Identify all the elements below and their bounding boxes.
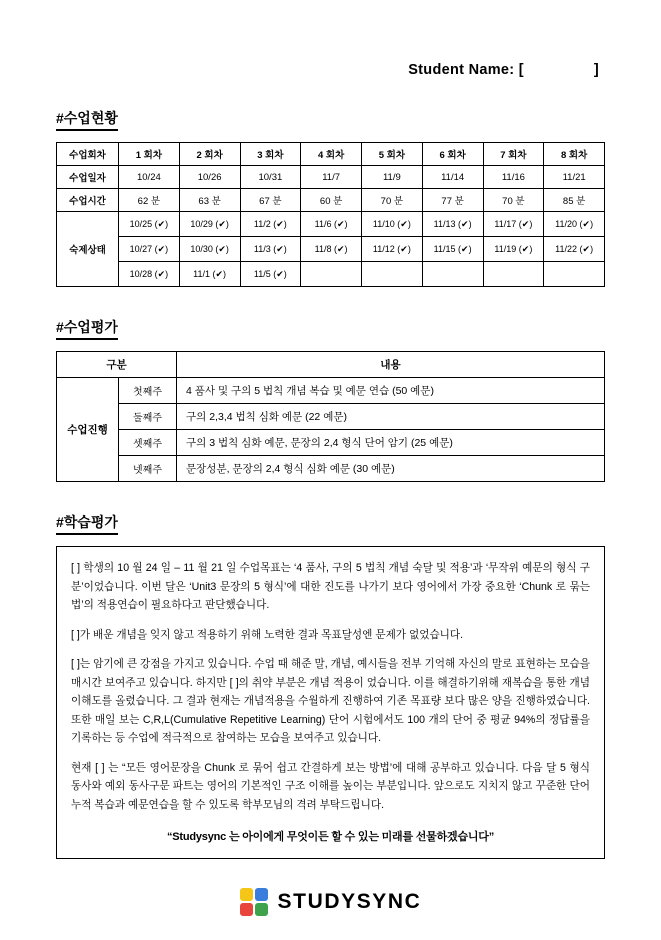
status-cell: 62 분 (119, 189, 180, 212)
homework-cell: 11/5 (✔) (240, 262, 301, 287)
status-cell: 11/14 (422, 166, 483, 189)
homework-cell: 10/30 (✔) (179, 237, 240, 262)
table-row (57, 404, 605, 430)
logo-square-bottom-left (240, 903, 253, 916)
status-header-cell: 3 회차 (240, 143, 301, 166)
logo-wordmark: STUDYSYNC (277, 890, 422, 913)
footer-logo (0, 888, 661, 916)
homework-cell (483, 262, 544, 287)
table-row (57, 212, 605, 237)
status-header-cell: 5 회차 (362, 143, 423, 166)
student-name-label: Student Name: [ (408, 62, 524, 78)
status-cell: 11/16 (483, 166, 544, 189)
status-cell: 10/31 (240, 166, 301, 189)
table-row (57, 166, 605, 189)
evaluation-header-left: 구분 (57, 352, 177, 378)
table-row (57, 189, 605, 212)
homework-cell: 11/6 (✔) (301, 212, 362, 237)
status-header-cell: 7 회차 (483, 143, 544, 166)
section-heading-status: #수업현황 (56, 108, 118, 130)
homework-cell: 11/8 (✔) (301, 237, 362, 262)
status-cell: 85 분 (544, 189, 605, 212)
table-row (57, 143, 605, 166)
status-cell: 77 분 (422, 189, 483, 212)
evaluation-content: 구의 2,3,4 법칙 심화 예문 (22 예문) (177, 404, 605, 430)
homework-cell: 11/2 (✔) (240, 212, 301, 237)
status-cell: 67 분 (240, 189, 301, 212)
status-header-cell: 8 회차 (544, 143, 605, 166)
class-evaluation-table (56, 351, 605, 482)
homework-cell: 11/19 (✔) (483, 237, 544, 262)
homework-cell: 11/22 (✔) (544, 237, 605, 262)
study-paragraph-2: [ ]가 배운 개념을 잊지 않고 적용하기 위해 노력한 결과 목표달성엔 문제가 없었습니다. (71, 628, 464, 641)
homework-cell: 11/3 (✔) (240, 237, 301, 262)
table-row (57, 430, 605, 456)
study-paragraph-1: [ ] 학생의 10 월 24 일 – 11 월 21 일 수업목표는 ‘4 품사, 구의 5 법칙 개념 숙달 및 적용’과 ‘무작위 예문의 형식 구분’이었습니다. 이번 달은 ‘Unit3 문장의 5 형식’에 대한 진도를 나가기 보다 영어에서 가장 중요한 ‘Chunk 로 묶는 법’의 적용연습이 필요하다고 판단했습니다. (71, 562, 590, 612)
homework-cell: 11/17 (✔) (483, 212, 544, 237)
status-cell: 10/26 (179, 166, 240, 189)
homework-cell: 11/13 (✔) (422, 212, 483, 237)
logo-square-top-left (240, 888, 253, 901)
homework-cell: 10/28 (✔) (119, 262, 180, 287)
status-cell: 60 분 (301, 189, 362, 212)
status-header-cell: 2 회차 (179, 143, 240, 166)
study-paragraph-3: [ ]는 암기에 큰 강점을 가지고 있습니다. 수업 때 해준 말, 개념, 예시들을 전부 기억해 자신의 말로 표현하는 모습을 매시간 보여주고 있습니다. 하지만 [ ]의 취약 부분은 개념 적용이 었습니다. 이를 해결하기위해 재복습을 통한 개념 이해도를 올렸습니다. 그 결과 현재는 개념적용을 수월하게 진행하여 기존 목표량 보다 많은 양을 진행하였습니다. 또한 매일 보는 C,R,L(Cumulative Repetitive Learning) 단어 시험에서도 100 개의 단어 중 평균 94%의 정답률을 기록하는 등 수업에 적극적으로 참여하는 모습을 보여주고 있습니다. (71, 658, 590, 745)
homework-cell: 10/27 (✔) (119, 237, 180, 262)
homework-cell (544, 262, 605, 287)
homework-cell: 11/15 (✔) (422, 237, 483, 262)
evaluation-week-label: 첫째주 (119, 378, 177, 404)
status-header-cell: 1 회차 (119, 143, 180, 166)
homework-cell (422, 262, 483, 287)
section-heading-evaluation: #수업평가 (56, 317, 118, 339)
table-row (57, 352, 605, 378)
homework-cell: 11/10 (✔) (362, 212, 423, 237)
studysync-logo-icon (240, 888, 268, 916)
homework-cell: 11/20 (✔) (544, 212, 605, 237)
evaluation-table-wrap (56, 351, 605, 482)
homework-cell: 10/25 (✔) (119, 212, 180, 237)
homework-cell (362, 262, 423, 287)
evaluation-week-label: 넷째주 (119, 456, 177, 482)
homework-cell: 10/29 (✔) (179, 212, 240, 237)
status-header-cell: 6 회차 (422, 143, 483, 166)
status-cell: 11/7 (301, 166, 362, 189)
status-cell: 11/9 (362, 166, 423, 189)
logo-square-bottom-right (255, 903, 268, 916)
evaluation-group-label: 수업진행 (57, 378, 119, 482)
evaluation-week-label: 셋째주 (119, 430, 177, 456)
table-row (57, 262, 605, 287)
table-row (57, 456, 605, 482)
status-cell: 63 분 (179, 189, 240, 212)
student-name-field (56, 0, 605, 78)
status-cell: 70 분 (483, 189, 544, 212)
class-status-table (56, 142, 605, 287)
homework-row-label: 숙제상태 (57, 212, 119, 287)
evaluation-content: 4 품사 및 구의 5 법칙 개념 복습 및 예문 연습 (50 예문) (177, 378, 605, 404)
status-header-cell: 4 회차 (301, 143, 362, 166)
study-evaluation-box (56, 546, 605, 859)
status-row-label: 수업시간 (57, 189, 119, 212)
student-name-close: ] (593, 62, 599, 78)
section-heading-study: #학습평가 (56, 512, 118, 534)
status-cell: 70 분 (362, 189, 423, 212)
study-tagline: “Studysync 는 아이에게 무엇이든 할 수 있는 미래를 선물하겠습니다” (166, 831, 495, 844)
status-cell: 11/21 (544, 166, 605, 189)
evaluation-content: 구의 3 법칙 심화 예문, 문장의 2,4 형식 단어 암기 (25 예문) (177, 430, 605, 456)
evaluation-content: 문장성분, 문장의 2,4 형식 심화 예문 (30 예문) (177, 456, 605, 482)
homework-cell (301, 262, 362, 287)
status-cell: 10/24 (119, 166, 180, 189)
evaluation-header-right: 내용 (177, 352, 605, 378)
status-row-label: 수업일자 (57, 166, 119, 189)
status-header-cell: 수업회차 (57, 143, 119, 166)
homework-cell: 11/1 (✔) (179, 262, 240, 287)
study-paragraph-4: 현재 [ ] 는 “모든 영어문장을 Chunk 로 묶어 쉽고 간결하게 보는 방법’에 대해 공부하고 있습니다. 다음 달 5 형식 동사와 예외 동사구문 파트는 영어의 기본적인 구조 이해를 높이는 부분입니다. 앞으로도 지치지 않고 꾸준한 단어 누적 복습과 예문연습을 할 수 있도록 학부모님의 격려 부탁드립니다. (71, 761, 590, 811)
homework-cell: 11/12 (✔) (362, 237, 423, 262)
logo-square-top-right (255, 888, 268, 901)
evaluation-week-label: 둘째주 (119, 404, 177, 430)
table-row (57, 237, 605, 262)
table-row (57, 378, 605, 404)
